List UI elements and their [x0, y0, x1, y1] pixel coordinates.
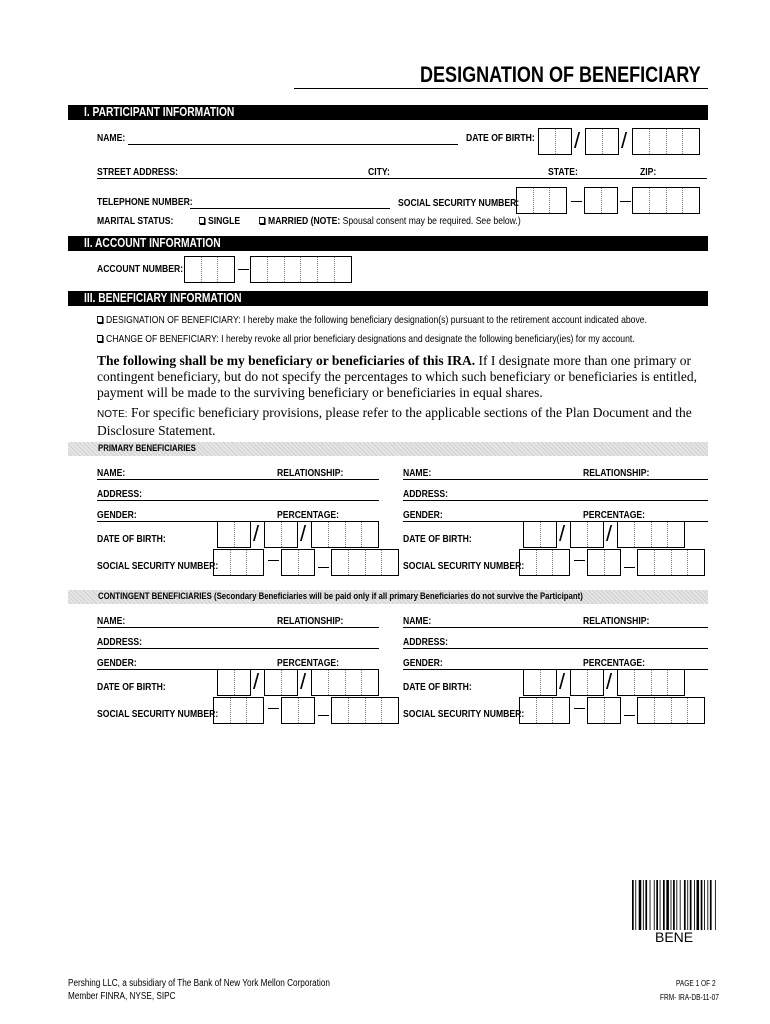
account-number-label: ACCOUNT NUMBER: — [97, 263, 184, 275]
barcode-bar — [694, 880, 695, 930]
contingent-1-dob-year[interactable] — [311, 669, 379, 696]
contingent-2-ssn-part2[interactable] — [587, 697, 621, 724]
primary-1-ssn-label: SOCIAL SECURITY NUMBER: — [97, 560, 219, 572]
contingent-2-dob-month[interactable] — [523, 669, 557, 696]
primary-2-relationship-label: RELATIONSHIP: — [583, 467, 650, 479]
primary-1-name-label: NAME: — [97, 467, 126, 479]
participant-ssn-label: SOCIAL SECURITY NUMBER: — [398, 197, 520, 209]
barcode-bar — [635, 880, 636, 930]
note-paragraph: NOTE: For specific beneficiary provisions, please refer to the applicable sections of the Plan Document and the Disclosure Statement. — [97, 405, 692, 438]
contingent-2-dob-day[interactable] — [570, 669, 604, 696]
barcode-bar — [690, 880, 692, 930]
beneficiary-paragraph: The following shall be my beneficiary or beneficiaries of this IRA. If I designate more than one primary or contingent beneficiary, but do not specify the percentages to which such beneficiary or beneficiaries is entitled, payment will be made to the surviving beneficiary or beneficiaries in equal shares. — [97, 353, 698, 400]
contingent-2-name-label: NAME: — [403, 615, 432, 627]
contingent-2-address-label: ADDRESS: — [403, 636, 448, 648]
state-label: STATE: — [548, 166, 578, 178]
account-number-part1[interactable] — [184, 256, 235, 283]
ssn-dash — [624, 567, 635, 568]
participant-dob-day[interactable] — [585, 128, 619, 155]
date-separator: / — [621, 128, 628, 153]
contingent-1-address-field[interactable] — [97, 648, 379, 649]
barcode-bar — [710, 880, 712, 930]
contingent-2-name-field[interactable] — [403, 627, 708, 628]
primary-2-dob-month[interactable] — [523, 521, 557, 548]
primary-1-name-field[interactable] — [97, 479, 379, 480]
account-number-part2[interactable] — [250, 256, 352, 283]
barcode-bar — [701, 880, 703, 930]
barcode-bar — [704, 880, 705, 930]
primary-2-ssn-part3[interactable] — [637, 549, 705, 576]
barcode-bar — [650, 880, 651, 930]
primary-2-address-field[interactable] — [403, 500, 708, 501]
primary-1-dob-year[interactable] — [311, 521, 379, 548]
primary-1-dob-day[interactable] — [264, 521, 298, 548]
date-separator: / — [300, 521, 307, 546]
primary-1-percentage-label: PERCENTAGE: — [277, 509, 340, 521]
married-checkbox[interactable]: MARRIED (NOTE: Spousal consent may be required. See below.) — [259, 215, 521, 227]
date-separator: / — [606, 669, 613, 694]
primary-1-ssn-part1[interactable] — [213, 549, 264, 576]
date-separator: / — [606, 521, 613, 546]
section-header-participant: I. PARTICIPANT INFORMATION — [68, 105, 708, 120]
contingent-2-gender-label: GENDER: — [403, 657, 443, 669]
title-rule — [294, 88, 708, 89]
barcode — [632, 880, 718, 930]
primary-2-gender-label: GENDER: — [403, 509, 443, 521]
footer-member: Member FINRA, NYSE, SIPC — [68, 991, 176, 1002]
marital-status-label: MARITAL STATUS: — [97, 215, 174, 227]
checkbox-icon — [199, 217, 205, 224]
primary-2-address-label: ADDRESS: — [403, 488, 448, 500]
participant-name-field[interactable] — [128, 144, 458, 145]
contingent-2-ssn-part1[interactable] — [519, 697, 570, 724]
barcode-bar — [663, 880, 665, 930]
primary-1-dob-label: DATE OF BIRTH: — [97, 533, 166, 545]
primary-1-address-field[interactable] — [97, 500, 379, 501]
primary-1-gender-label: GENDER: — [97, 509, 137, 521]
barcode-label: BENE — [655, 929, 694, 945]
primary-1-address-label: ADDRESS: — [97, 488, 142, 500]
ssn-dash — [620, 201, 631, 202]
contingent-beneficiaries-header: CONTINGENT BENEFICIARIES (Secondary Beneficiaries will be paid only if all primary Beneficiaries do not survive the Participant) — [68, 590, 708, 604]
barcode-bar — [671, 880, 672, 930]
telephone-field[interactable] — [190, 208, 390, 209]
ssn-dash — [318, 567, 329, 568]
participant-dob-label: DATE OF BIRTH: — [466, 132, 535, 144]
barcode-bar — [643, 880, 644, 930]
contingent-2-dob-year[interactable] — [617, 669, 685, 696]
barcode-bar — [666, 880, 669, 930]
contingent-1-relationship-label: RELATIONSHIP: — [277, 615, 344, 627]
primary-2-ssn-label: SOCIAL SECURITY NUMBER: — [403, 560, 525, 572]
barcode-bar — [673, 880, 675, 930]
primary-beneficiaries-header: PRIMARY BENEFICIARIES — [68, 442, 708, 456]
primary-1-ssn-part2[interactable] — [281, 549, 315, 576]
contingent-2-percentage-label: PERCENTAGE: — [583, 657, 646, 669]
barcode-bar — [654, 880, 655, 930]
contingent-1-dob-label: DATE OF BIRTH: — [97, 681, 166, 693]
date-separator: / — [300, 669, 307, 694]
section-header-account: II. ACCOUNT INFORMATION — [68, 236, 708, 251]
barcode-bar — [656, 880, 658, 930]
primary-2-ssn-part2[interactable] — [587, 549, 621, 576]
primary-2-dob-label: DATE OF BIRTH: — [403, 533, 472, 545]
barcode-bar — [715, 880, 716, 930]
page-title: DESIGNATION OF BENEFICIARY — [420, 62, 701, 87]
contingent-1-address-label: ADDRESS: — [97, 636, 142, 648]
primary-1-dob-month[interactable] — [217, 521, 251, 548]
telephone-label: TELEPHONE NUMBER: — [97, 196, 193, 208]
barcode-bar — [639, 880, 642, 930]
designation-checkbox[interactable]: DESIGNATION OF BENEFICIARY: I hereby make the following beneficiary designation(s) pursuant to the retirement account indicated above. — [97, 314, 605, 326]
primary-1-relationship-label: RELATIONSHIP: — [277, 467, 344, 479]
date-separator: / — [253, 521, 260, 546]
checkbox-icon — [97, 316, 103, 323]
barcode-bar — [697, 880, 700, 930]
primary-2-dob-year[interactable] — [617, 521, 685, 548]
ssn-dash — [574, 560, 585, 561]
checkbox-icon — [259, 217, 265, 224]
date-separator: / — [574, 128, 581, 153]
participant-name-label: NAME: — [97, 132, 126, 144]
date-separator: / — [559, 521, 566, 546]
checkbox-icon — [97, 335, 103, 342]
barcode-bar — [676, 880, 677, 930]
zip-label: ZIP: — [640, 166, 657, 178]
change-checkbox[interactable]: CHANGE OF BENEFICIARY: I hereby revoke all prior beneficiary designations and designate the following beneficiary(ies) for my account. — [97, 333, 605, 345]
ssn-dash — [268, 560, 279, 561]
date-separator: / — [559, 669, 566, 694]
ssn-dash — [318, 715, 329, 716]
participant-ssn-part3[interactable] — [632, 187, 700, 214]
form-number: FRM- IRA-DB-11-07 — [660, 993, 719, 1002]
ssn-dash — [624, 715, 635, 716]
street-address-label: STREET ADDRESS: — [97, 166, 179, 178]
section-header-beneficiary: III. BENEFICIARY INFORMATION — [68, 291, 708, 306]
contingent-1-ssn-part3[interactable] — [331, 697, 399, 724]
city-label: CITY: — [368, 166, 390, 178]
contingent-1-name-field[interactable] — [97, 627, 379, 628]
address-field-line[interactable] — [97, 178, 707, 179]
barcode-bar — [684, 880, 686, 930]
contingent-1-percentage-label: PERCENTAGE: — [277, 657, 340, 669]
contingent-1-dob-month[interactable] — [217, 669, 251, 696]
contingent-1-ssn-part1[interactable] — [213, 697, 264, 724]
primary-2-percentage-label: PERCENTAGE: — [583, 509, 646, 521]
contingent-1-ssn-part2[interactable] — [281, 697, 315, 724]
contingent-2-address-field[interactable] — [403, 648, 708, 649]
ssn-dash — [268, 708, 279, 709]
contingent-2-dob-label: DATE OF BIRTH: — [403, 681, 472, 693]
participant-ssn-part2[interactable] — [584, 187, 618, 214]
single-checkbox[interactable]: SINGLE — [199, 215, 240, 227]
barcode-bar — [687, 880, 688, 930]
participant-dob-year[interactable] — [632, 128, 700, 155]
contingent-1-name-label: NAME: — [97, 615, 126, 627]
ssn-dash — [574, 708, 585, 709]
barcode-bar — [632, 880, 634, 930]
ssn-dash — [571, 201, 582, 202]
participant-dob-month[interactable] — [538, 128, 572, 155]
contingent-1-gender-label: GENDER: — [97, 657, 137, 669]
contingent-2-relationship-label: RELATIONSHIP: — [583, 615, 650, 627]
barcode-bar — [680, 880, 681, 930]
barcode-bar — [660, 880, 661, 930]
primary-2-dob-day[interactable] — [570, 521, 604, 548]
barcode-bar — [707, 880, 708, 930]
date-separator: / — [253, 669, 260, 694]
primary-2-name-field[interactable] — [403, 479, 708, 480]
barcode-bar — [645, 880, 647, 930]
participant-ssn-part1[interactable] — [516, 187, 567, 214]
contingent-1-ssn-label: SOCIAL SECURITY NUMBER: — [97, 708, 219, 720]
account-dash — [238, 269, 249, 270]
page-number: PAGE 1 OF 2 — [676, 979, 716, 988]
contingent-1-dob-day[interactable] — [264, 669, 298, 696]
primary-1-ssn-part3[interactable] — [331, 549, 399, 576]
footer-company: Pershing LLC, a subsidiary of The Bank of New York Mellon Corporation — [68, 978, 330, 989]
primary-2-ssn-part1[interactable] — [519, 549, 570, 576]
contingent-2-ssn-part3[interactable] — [637, 697, 705, 724]
contingent-2-ssn-label: SOCIAL SECURITY NUMBER: — [403, 708, 525, 720]
primary-2-name-label: NAME: — [403, 467, 432, 479]
